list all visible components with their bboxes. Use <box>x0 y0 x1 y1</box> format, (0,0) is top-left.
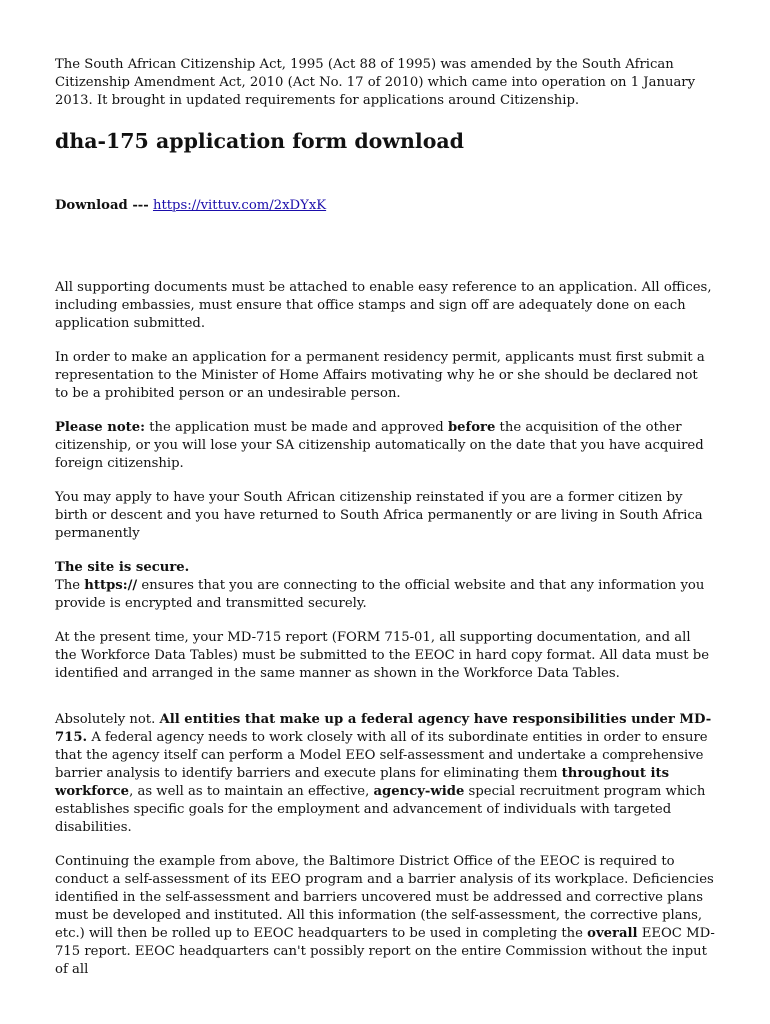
download-line <box>55 197 715 215</box>
download-link[interactable]: https://vittuv.com/2xDYxK <box>152 198 327 213</box>
paragraph-please-note <box>55 419 715 473</box>
paragraph-baltimore-example <box>55 853 715 979</box>
paragraph-federal-agency <box>55 711 715 837</box>
baltimore-text-1: Continuing the example from above, the Baltimore District Office of the EEOC is required to conduct a self-assessment of its EEO program and a barrier analysis of its workplace. Deficiencies identified in the self-assessment and barriers uncovered must be addressed and corrective plans must be developed and instituted. All this information (the self-assessment, the corrective plans, etc.) will then be rolled up to EEOC headquarters to be used in completing the <box>55 854 714 941</box>
document-page <box>55 56 715 979</box>
federal-emphasis-1: All entities that make up a federal agency have responsibilities under MD-715. <box>55 712 712 745</box>
federal-emphasis-2: throughout its workforce <box>55 766 670 799</box>
federal-text-3: , as well as to maintain an effective, <box>129 784 374 799</box>
secure-text-2: ensures that you are connecting to the official website and that any information you provide is encrypted and transmitted securely. <box>55 578 705 611</box>
federal-emphasis-3: agency-wide <box>373 784 465 799</box>
paragraph-secure <box>55 577 715 613</box>
overall-emphasis: overall <box>587 926 638 941</box>
secure-title <box>55 559 715 577</box>
federal-text-4: special recruitment program which establishes specific goals for the employment and advancement of individuals with targeted disabilities. <box>55 784 706 835</box>
please-note-text-1: the application must be made and approved <box>145 420 448 435</box>
secure-title-text: The site is secure. <box>55 560 190 575</box>
paragraph-md715-report: At the present time, your MD-715 report (FORM 715-01, all supporting documentation, and all the Workforce Data Tables) must be submitted to the EEOC in hard copy format. All data must be identified and arranged in the same manner as shown in the Workforce Data Tables. <box>55 630 709 681</box>
before-emphasis: before <box>447 420 496 435</box>
federal-text-2: A federal agency needs to work closely with all of its subordinate entities in order to ensure that the agency itself can perform a Model EEO self-assessment and undertake a comprehensive barrier analysis to identify barriers and execute plans for eliminating them <box>55 730 708 781</box>
baltimore-text-2: EEOC MD-715 report. EEOC headquarters can't possibly report on the entire Commission without the input of all <box>55 926 715 977</box>
https-emphasis: https:// <box>84 578 138 593</box>
intro-paragraph: The South African Citizenship Act, 1995 (Act 88 of 1995) was amended by the South African Citizenship Amendment Act, 2010 (Act No. 17 of 2010) which came into operation on 1 January 2013. It brought in updated requirements for applications around Citizenship. <box>55 57 696 108</box>
paragraph-reinstatement: You may apply to have your South African citizenship reinstated if you are a former citizen by birth or descent and you have returned to South Africa permanently or are living in South Africa permanently <box>55 490 703 541</box>
please-note-label: Please note: <box>55 420 146 435</box>
please-note-text-2: the acquisition of the other citizenship, or you will lose your SA citizenship automatically on the date that you have acquired foreign citizenship. <box>55 420 704 471</box>
secure-text-1: The <box>55 578 85 593</box>
paragraph-supporting-documents: All supporting documents must be attached to enable easy reference to an application. All offices, including embassies, must ensure that office stamps and sign off are adequately done on each application submitted. <box>55 280 712 331</box>
federal-text-1: Absolutely not. <box>55 712 160 727</box>
page-title: dha-175 application form download <box>55 129 464 153</box>
paragraph-permanent-residency: In order to make an application for a permanent residency permit, applicants must first submit a representation to the Minister of Home Affairs motivating why he or she should be declared not to be a prohibited person or an undesirable person. <box>55 350 705 401</box>
download-label: Download --- <box>55 198 149 213</box>
